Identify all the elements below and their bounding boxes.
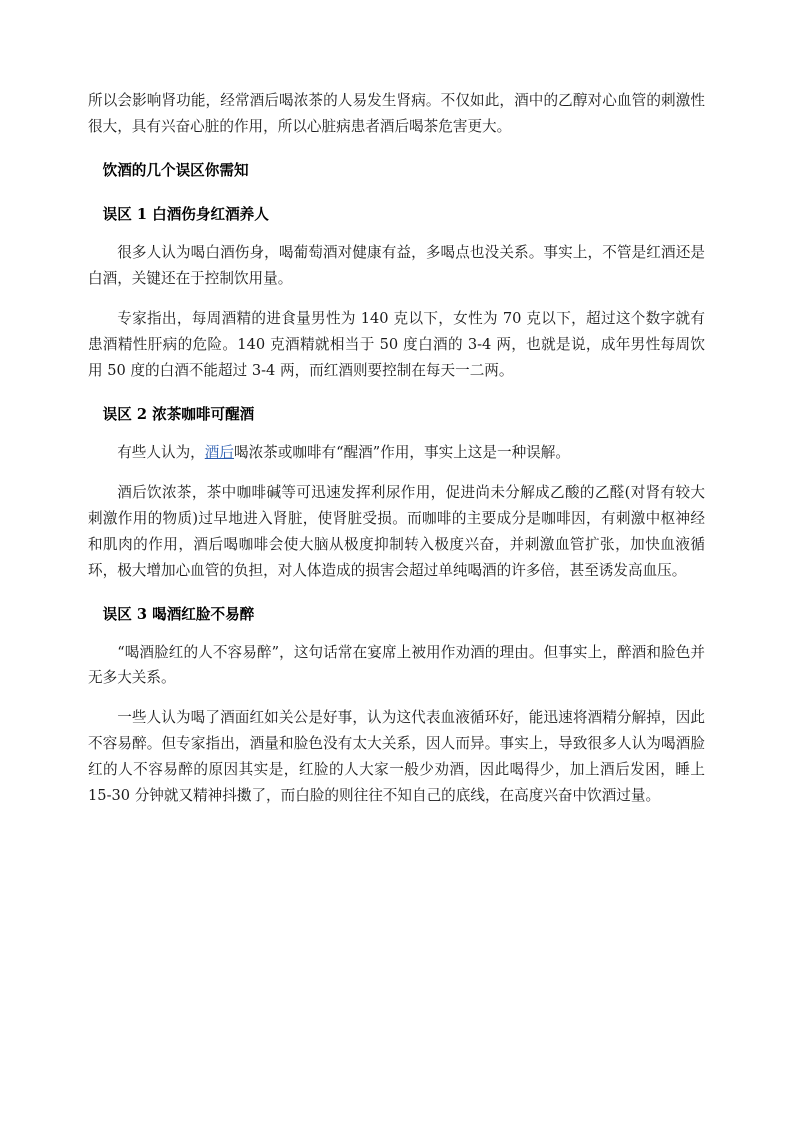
- text-before-link: 有些人认为，: [117, 443, 205, 461]
- section-heading-drinking-myths: 饮酒的几个误区你需知: [102, 161, 249, 179]
- paragraph-intro: 所以会影响肾功能，经常酒后喝浓茶的人易发生肾病。不仅如此，酒中的乙醇对心血管的刺激性很大，具有兴奋心脏的作用，所以心脏病患者酒后喝茶危害更大。: [88, 92, 705, 135]
- text-after-link: 喝浓茶或咖啡有“醒酒”作用，事实上这是一种误解。: [233, 443, 570, 461]
- paragraph-myth-2-second: 酒后饮浓茶，茶中咖啡碱等可迅速发挥利尿作用，促进尚未分解成乙酸的乙醛(对肾有较大刺激作用的物质)过早地进入肾脏，使肾脏受损。而咖啡的主要成分是咖啡因，有刺激中枢神经和肌肉的作用，酒后喝咖啡会使大脑从极度抑制转入极度兴奋，并刺激血管扩张，加快血液循环，极大增加心血管的负担，对人体造成的损害会超过单纯喝酒的许多倍，甚至诱发高血压。: [88, 483, 705, 579]
- document-body: [88, 88, 705, 809]
- paragraph-myth-2-first: [88, 440, 705, 466]
- inline-link-after-drinking[interactable]: 酒后: [204, 443, 234, 461]
- paragraph-myth-1-second: 专家指出，每周酒精的进食量男性为 140 克以下，女性为 70 克以下，超过这个数字就有患酒精性肝病的危险。140 克酒精就相当于 50 度白酒的 3-4 两，也就是说，成年男性每周饮用 50 度的白酒不能超过 3-4 两，而红酒则要控制在每天一二两。: [88, 309, 705, 379]
- subheading-myth-3: 误区 3 喝酒红脸不易醉: [102, 605, 255, 623]
- subheading-myth-2: 误区 2 浓茶咖啡可醒酒: [102, 405, 255, 423]
- subheading-myth-1: 误区 1 白酒伤身红酒养人: [102, 205, 269, 223]
- paragraph-myth-3-first: “喝酒脸红的人不容易醉”，这句话常在宴席上被用作劝酒的理由。但事实上，醉酒和脸色并无多大关系。: [88, 643, 705, 687]
- paragraph-myth-1-first: 很多人认为喝白酒伤身，喝葡萄酒对健康有益，多喝点也没关系。事实上，不管是红酒还是白酒，关键还在于控制饮用量。: [88, 243, 705, 287]
- paragraph-myth-3-second: 一些人认为喝了酒面红如关公是好事，认为这代表血液循环好，能迅速将酒精分解掉，因此不容易醉。但专家指出，酒量和脸色没有太大关系，因人而异。事实上，导致很多人认为喝酒脸红的人不容易醉的原因其实是，红脸的人大家一般少劝酒，因此喝得少，加上酒后发困，睡上 15-30 分钟就又精神抖擞了，而白脸的则往往不知自己的底线，在高度兴奋中饮酒过量。: [88, 709, 705, 805]
